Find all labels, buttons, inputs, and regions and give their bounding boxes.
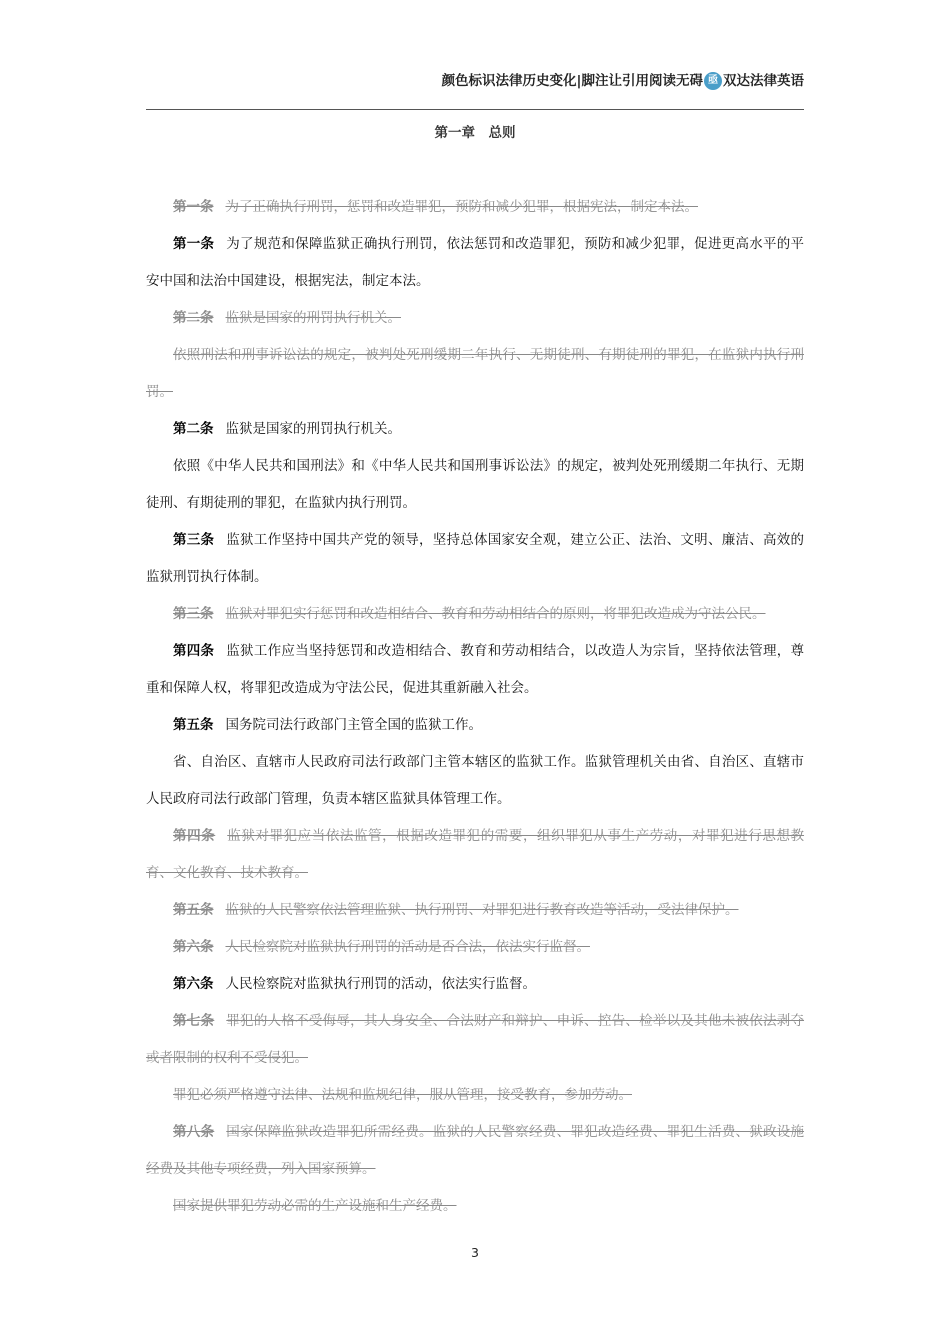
article-number: 第二条: [173, 310, 214, 326]
article-text: 罪犯的人格不受侮辱，其人身安全、合法财产和辩护、申诉、控告、检举以及其他未被依法剥夺或者限制的权利不受侵犯。: [146, 1013, 805, 1066]
article-text: 监狱是国家的刑罚执行机关。: [225, 310, 401, 326]
article-text: 省、自治区、直辖市人民政府司法行政部门主管本辖区的监狱工作。监狱管理机关由省、自治区、直辖市人民政府司法行政部门管理，负责本辖区监狱具体管理工作。: [146, 754, 804, 807]
article-text: 监狱工作坚持中国共产党的领导，坚持总体国家安全观，建立公正、法治、文明、廉洁、高效的监狱刑罚执行体制。: [146, 532, 805, 585]
deleted-article-paragraph: [146, 1188, 804, 1225]
article-number: 第四条: [173, 643, 215, 659]
article-text: 国家保障监狱改造罪犯所需经费。监狱的人民警察经费、罪犯改造经费、罪犯生活费、狱政设施经费及其他专项经费，列入国家预算。: [146, 1124, 805, 1177]
current-article-paragraph: [146, 966, 804, 1003]
deleted-article-paragraph: [146, 189, 804, 226]
article-number: 第三条: [173, 532, 215, 548]
deleted-article-paragraph: [146, 1003, 804, 1077]
article-text: 监狱对罪犯实行惩罚和改造相结合、教育和劳动相结合的原则，将罪犯改造成为守法公民。: [225, 606, 766, 622]
header-brand: 双达法律英语: [723, 73, 804, 89]
article-text: 监狱的人民警察依法管理监狱、执行刑罚、对罪犯进行教育改造等活动，受法律保护。: [225, 902, 739, 918]
deleted-article-paragraph: [146, 337, 804, 411]
article-number: 第八条: [173, 1124, 215, 1140]
deleted-article-paragraph: [146, 300, 804, 337]
current-article-paragraph: [146, 226, 804, 300]
current-article-paragraph: [146, 411, 804, 448]
document-body: [146, 189, 804, 1225]
article-text: 人民检察院对监狱执行刑罚的活动是否合法，依法实行监督。: [225, 939, 590, 955]
article-number: 第四条: [173, 828, 216, 844]
chapter-title: 第一章 总则: [434, 125, 516, 141]
deleted-article-paragraph: [146, 929, 804, 966]
deleted-article-paragraph: [146, 1114, 804, 1188]
article-number: 第五条: [173, 902, 214, 918]
article-text: 国家提供罪犯劳动必需的生产设施和生产经费。: [173, 1198, 457, 1214]
article-number: 第一条: [173, 199, 214, 215]
article-text: 为了正确执行刑罚，惩罚和改造罪犯，预防和减少犯罪，根据宪法，制定本法。: [225, 199, 698, 215]
article-text: 人民检察院对监狱执行刑罚的活动，依法实行监督。: [225, 976, 536, 992]
header-divider: [146, 109, 804, 110]
article-text: 监狱是国家的刑罚执行机关。: [225, 421, 401, 437]
article-number: 第五条: [173, 717, 214, 733]
article-text: 罪犯必须严格遵守法律、法规和监规纪律，服从管理，接受教育，参加劳动。: [173, 1087, 632, 1103]
page-number: 3: [471, 1245, 479, 1260]
current-article-paragraph: [146, 448, 804, 522]
deleted-article-paragraph: [146, 1077, 804, 1114]
article-text: 为了规范和保障监狱正确执行刑罚，依法惩罚和改造罪犯，预防和减少犯罪，促进更高水平的平安中国和法治中国建设，根据宪法，制定本法。: [146, 236, 805, 289]
current-article-paragraph: [146, 633, 804, 707]
article-number: 第一条: [173, 236, 215, 252]
deleted-article-paragraph: [146, 892, 804, 929]
article-text: 国务院司法行政部门主管全国的监狱工作。: [225, 717, 482, 733]
article-text: 监狱工作应当坚持惩罚和改造相结合、教育和劳动相结合，以改造人为宗旨，坚持依法管理，尊重和保障人权，将罪犯改造成为守法公民，促进其重新融入社会。: [146, 643, 805, 696]
deleted-article-paragraph: [146, 818, 804, 892]
article-number: 第二条: [173, 421, 214, 437]
article-number: 第三条: [173, 606, 214, 622]
page-header: [146, 66, 804, 96]
current-article-paragraph: [146, 707, 804, 744]
brand-logo-icon: 亟: [704, 72, 722, 90]
header-tagline: 颜色标识法律历史变化|脚注让引用阅读无碍: [441, 73, 703, 89]
article-text: 依照刑法和刑事诉讼法的规定，被判处死刑缓期二年执行、无期徒刑、有期徒刑的罪犯，在监狱内执行刑罚。: [146, 347, 804, 400]
article-number: 第六条: [173, 939, 214, 955]
current-article-paragraph: [146, 744, 804, 818]
article-number: 第六条: [173, 976, 214, 992]
article-text: 依照《中华人民共和国刑法》和《中华人民共和国刑事诉讼法》的规定，被判处死刑缓期二年执行、无期徒刑、有期徒刑的罪犯，在监狱内执行刑罚。: [146, 458, 804, 511]
deleted-article-paragraph: [146, 596, 804, 633]
article-number: 第七条: [173, 1013, 215, 1029]
article-text: 监狱对罪犯应当依法监管，根据改造罪犯的需要，组织罪犯从事生产劳动，对罪犯进行思想教育、文化教育、技术教育。: [146, 828, 805, 881]
current-article-paragraph: [146, 522, 804, 596]
